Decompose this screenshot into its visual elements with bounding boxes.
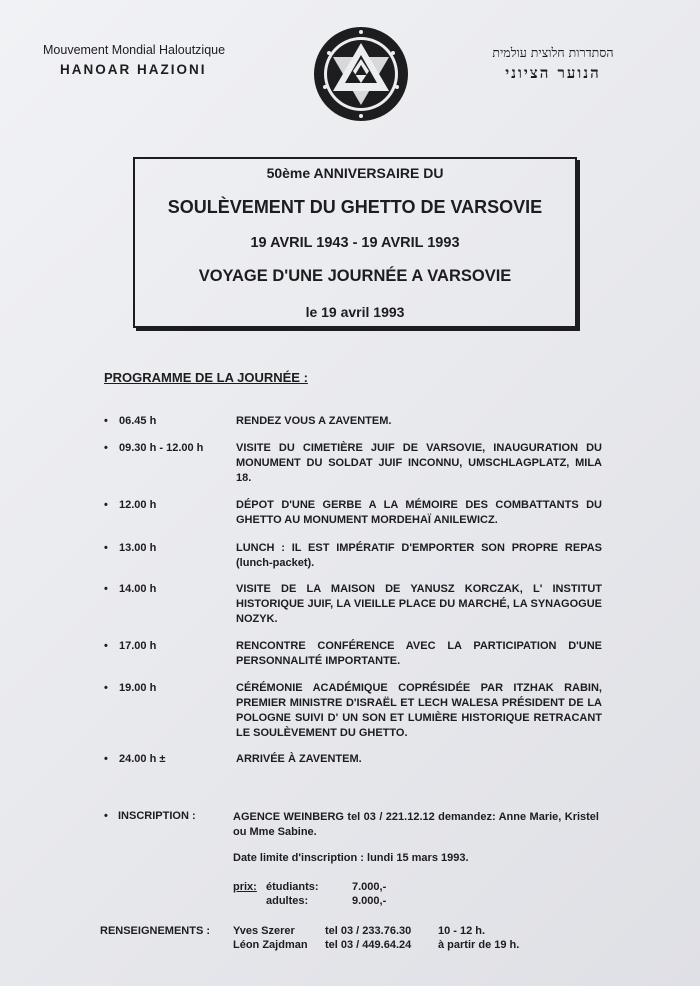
inscription-label: INSCRIPTION : xyxy=(118,810,196,822)
contact-phone: tel 03 / 449.64.24 xyxy=(325,939,412,951)
bullet: • xyxy=(104,583,108,595)
main-title: SOULÈVEMENT DU GHETTO DE VARSOVIE xyxy=(167,197,543,217)
price-category: étudiants: xyxy=(266,881,319,893)
date-range: 19 AVRIL 1943 - 19 AVRIL 1993 xyxy=(250,235,460,251)
price-amount: 7.000,- xyxy=(352,881,387,893)
item-time: 06.45 h xyxy=(119,415,157,427)
org-name-french: Mouvement Mondial Haloutzique xyxy=(43,43,226,57)
program-title: PROGRAMME DE LA JOURNÉE : xyxy=(104,370,308,385)
item-desc: DÉPOT D'UNE GERBE A LA MÉMOIRE DES COMBATTANTS DU GHETTO AU MONUMENT MORDEHAÏ ANILEWICZ. xyxy=(236,499,602,526)
bullet: • xyxy=(104,415,108,427)
contact-hours: 10 - 12 h. xyxy=(438,925,486,937)
emblem-logo xyxy=(311,25,411,123)
renseignements-label: RENSEIGNEMENTS : xyxy=(100,925,211,937)
bullet: • xyxy=(104,442,108,454)
inscription-deadline: Date limite d'inscription : lundi 15 mars 1993. xyxy=(233,852,469,864)
org-title-french: HANOAR HAZIONI xyxy=(60,62,207,77)
price-label: prix: xyxy=(233,881,257,893)
org-name-hebrew: הסתדרות חלוצית עולמית xyxy=(492,45,614,60)
title-box xyxy=(133,157,577,328)
inscription-text: AGENCE WEINBERG tel 03 / 221.12.12 demandez: Anne Marie, Kristel ou Mme Sabine. xyxy=(233,811,599,838)
item-desc: LUNCH : IL EST IMPÉRATIF D'EMPORTER SON PROPRE REPAS (lunch-packet). xyxy=(236,542,602,569)
item-time: 19.00 h xyxy=(119,682,157,694)
item-time: 14.00 h xyxy=(119,583,157,595)
item-time: 12.00 h xyxy=(119,499,157,511)
trip-date: le 19 avril 1993 xyxy=(305,304,405,320)
bullet: • xyxy=(104,542,108,554)
anniversary-line: 50ème ANNIVERSAIRE DU xyxy=(266,165,444,181)
bullet: • xyxy=(104,810,108,822)
item-desc: VISITE DU CIMETIÈRE JUIF DE VARSOVIE, INAUGURATION DU MONUMENT DU SOLDAT JUIF INCONNU, UMSCHLAGPLATZ, MILA 18. xyxy=(236,442,602,484)
item-desc: ARRIVÉE À ZAVENTEM. xyxy=(236,753,362,765)
item-time: 24.00 h ± xyxy=(119,753,166,765)
bullet: • xyxy=(104,640,108,652)
bullet: • xyxy=(104,499,108,511)
price-amount: 9.000,- xyxy=(352,895,387,907)
item-time: 09.30 h - 12.00 h xyxy=(119,442,204,454)
trip-title: VOYAGE D'UNE JOURNÉE A VARSOVIE xyxy=(198,267,512,285)
item-time: 13.00 h xyxy=(119,542,157,554)
price-category: adultes: xyxy=(266,895,309,907)
bullet: • xyxy=(104,753,108,765)
item-desc: VISITE DE LA MAISON DE YANUSZ KORCZAK, L' INSTITUT HISTORIQUE JUIF, LA VIEILLE PLACE DU MARCHÉ, LA SYNAGOGUE NOZYK. xyxy=(236,583,602,625)
item-desc: RENDEZ VOUS A ZAVENTEM. xyxy=(236,415,392,427)
contact-phone: tel 03 / 233.76.30 xyxy=(325,925,412,937)
item-desc: RENCONTRE CONFÉRENCE AVEC LA PARTICIPATION D'UNE PERSONNALITÉ IMPORTANTE. xyxy=(236,640,602,667)
contact-name: Yves Szerer xyxy=(233,925,295,937)
item-time: 17.00 h xyxy=(119,640,157,652)
contact-hours: à partir de 19 h. xyxy=(438,939,520,951)
org-title-hebrew: הנוער הציוני xyxy=(505,64,601,82)
contact-name: Léon Zajdman xyxy=(233,939,308,951)
bullet: • xyxy=(104,682,108,694)
item-desc: CÉRÉMONIE ACADÉMIQUE COPRÉSIDÉE PAR ITZHAK RABIN, PREMIER MINISTRE D'ISRAËL ET LECH WALESA PRÉSIDENT DE LA POLOGNE SUIVI D' UN SON ET LUMIÈRE HISTORIQUE RETRACANT LE SOULÈVEMENT DU GHETTO. xyxy=(236,682,602,739)
